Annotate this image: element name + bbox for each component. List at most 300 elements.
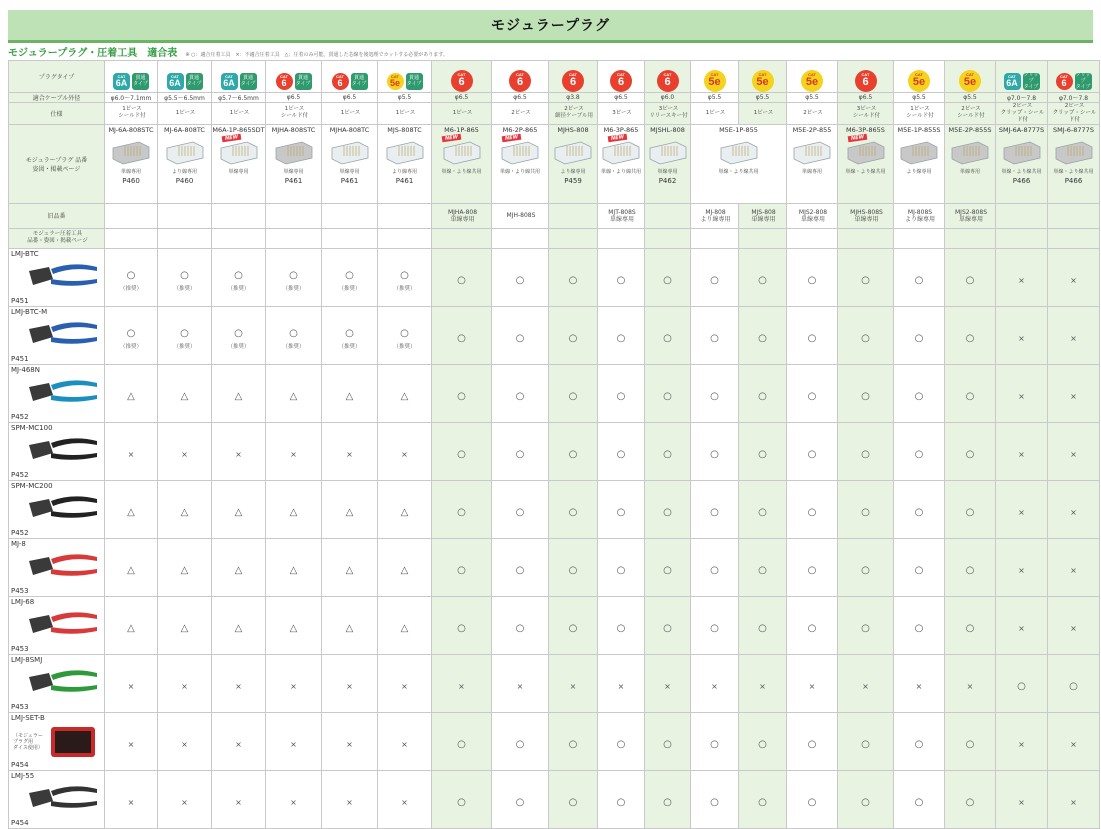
compat-cell — [598, 364, 645, 422]
cable-od-cell: φ5.5 — [739, 92, 787, 102]
category-badge — [752, 70, 774, 92]
compatible-mark: ○ — [126, 327, 136, 339]
cat-icon — [855, 70, 877, 92]
compatible-mark: ○ — [568, 390, 578, 402]
incompatible-mark: × — [235, 449, 242, 459]
product-cell — [549, 124, 598, 203]
compatible-mark: ○ — [710, 564, 719, 576]
spec-cell: 1ピース — [322, 102, 378, 124]
incompatible-mark: × — [458, 681, 465, 691]
type-icon: クリップ タイプ — [1023, 72, 1039, 91]
crimp-tool-image — [23, 373, 99, 413]
partial-mark: △ — [234, 506, 243, 518]
cable-od-cell: φ7.0〜7.8 — [1048, 92, 1100, 102]
compat-cell — [739, 248, 787, 306]
compat-cell — [691, 712, 739, 770]
compatible-mark: ○ — [807, 274, 817, 286]
compatible-mark: ○ — [710, 448, 719, 460]
compat-cell — [212, 596, 266, 654]
cable-od-cell: φ5.7〜6.5mm — [212, 92, 266, 102]
tool-box — [9, 713, 104, 770]
partial-mark: △ — [400, 622, 409, 634]
row-label-plug-type: プラグタイプ — [9, 61, 105, 93]
plug-type-cell — [378, 61, 432, 93]
compat-cell — [996, 248, 1048, 306]
partial-mark: △ — [234, 622, 243, 634]
product-box — [598, 125, 644, 203]
compatible-mark: ○ — [965, 448, 975, 460]
compatible-mark: ○ — [457, 448, 466, 460]
category-badge — [855, 70, 877, 92]
product-cell — [105, 124, 158, 203]
product-box — [105, 125, 157, 203]
compat-cell — [838, 538, 894, 596]
new-badge: NEW — [222, 133, 242, 142]
cat-label: CAT — [966, 72, 974, 77]
cable-od-cell: φ6.0 — [645, 92, 691, 102]
tool-box — [9, 365, 104, 422]
incompatible-mark: × — [346, 797, 353, 807]
compat-cell — [1048, 538, 1100, 596]
tool-name: MJ-468N — [11, 365, 40, 374]
compat-cell — [691, 422, 739, 480]
tool-cell — [9, 538, 105, 596]
table-row — [9, 480, 1100, 538]
partial-mark: △ — [127, 506, 135, 518]
compat-cell — [492, 248, 549, 306]
partial-mark: △ — [127, 564, 135, 576]
compatible-mark: ○ — [457, 796, 466, 808]
compat-cell — [158, 538, 212, 596]
compatible-mark: ○ — [663, 564, 672, 576]
compatible-mark: ○ — [861, 390, 870, 402]
plug-type-cell — [105, 61, 158, 93]
product-usage: 単線専用 — [228, 168, 249, 175]
partial-mark: △ — [180, 564, 189, 576]
compat-cell — [378, 364, 432, 422]
compatible-mark: ○ — [965, 274, 975, 286]
cat-icon — [908, 70, 930, 92]
cat-label: CAT — [516, 72, 524, 77]
old-code-cell — [322, 203, 378, 228]
cat-value: 6 — [862, 76, 869, 88]
compat-cell — [492, 480, 549, 538]
product-cell — [1048, 124, 1100, 203]
cat-icon — [657, 70, 679, 92]
modular-plug-image — [1000, 138, 1044, 166]
old-code-cell: MJ-808S より線専用 — [894, 203, 945, 228]
tool-name: MJ-8 — [11, 539, 26, 548]
empty-cell — [1048, 228, 1100, 248]
compatible-mark: ○ — [663, 738, 672, 750]
cat-value: 6 — [569, 76, 577, 88]
incompatible-mark: × — [127, 739, 135, 749]
product-page: P460 — [122, 176, 140, 185]
compat-cell — [266, 654, 322, 712]
product-cell — [691, 124, 787, 203]
empty-cell — [432, 228, 492, 248]
compatible-mark: ○ — [758, 738, 767, 750]
compatible-mark: ○ — [568, 564, 578, 576]
compatible-mark: ○ — [861, 332, 870, 344]
compatible-mark: ○ — [965, 564, 975, 576]
compatible-mark: ○ — [568, 448, 578, 460]
partial-mark: △ — [345, 390, 354, 402]
compatible-mark: ○ — [616, 796, 626, 808]
tool-name: LMJ-BTC-M — [11, 307, 48, 316]
compatible-mark: ○ — [861, 274, 870, 286]
cat-icon — [221, 73, 238, 90]
product-code: M5E-1P-855S — [897, 125, 941, 134]
cat-value: 5e — [708, 76, 721, 88]
table-row — [9, 61, 1100, 93]
incompatible-mark: × — [1070, 565, 1077, 575]
compatible-mark: ○ — [515, 448, 525, 460]
compatibility-table — [8, 60, 1100, 829]
compat-cell — [645, 248, 691, 306]
compat-cell — [739, 654, 787, 712]
cat-label: CAT — [225, 73, 233, 79]
compat-cell — [492, 306, 549, 364]
compatible-mark: ○ — [457, 332, 466, 344]
type-icon: 貫通 タイプ — [240, 73, 257, 90]
cat-value: 6 — [617, 76, 625, 88]
compat-cell — [645, 364, 691, 422]
compat-cell — [212, 306, 266, 364]
product-cell — [945, 124, 996, 203]
compat-cell — [492, 654, 549, 712]
modular-plug-image — [948, 138, 992, 166]
category-badge — [959, 70, 981, 92]
compatible-mark: ○ — [861, 506, 870, 518]
compat-cell — [598, 306, 645, 364]
compat-cell — [105, 306, 158, 364]
compat-cell — [691, 654, 739, 712]
empty-cell — [787, 228, 838, 248]
compat-cell — [691, 364, 739, 422]
incompatible-mark: × — [1018, 739, 1025, 749]
compat-cell — [739, 364, 787, 422]
compat-cell — [105, 480, 158, 538]
compat-cell — [1048, 306, 1100, 364]
product-cell — [378, 124, 432, 203]
compat-cell — [598, 712, 645, 770]
compatible-mark: ○ — [914, 796, 924, 808]
compat-cell — [212, 538, 266, 596]
compatible-mark: ○ — [914, 738, 924, 750]
compat-cell — [787, 364, 838, 422]
compatible-mark: ○ — [807, 796, 817, 808]
product-usage: 単線・より線共用 — [845, 168, 886, 175]
tool-cell — [9, 364, 105, 422]
tool-page: P452 — [11, 470, 29, 479]
product-code: MJ-6A-808STC — [108, 125, 154, 134]
crimp-tool-image — [23, 547, 99, 587]
cat-value: 5e — [963, 76, 977, 88]
compat-cell — [266, 248, 322, 306]
product-cell — [158, 124, 212, 203]
plug-type-cell — [322, 61, 378, 93]
product-usage: 単線専用 — [657, 168, 678, 175]
recommended-label: （推奨） — [338, 343, 361, 350]
recommended-label: （推奨） — [393, 343, 416, 350]
compatible-mark: ○ — [807, 506, 817, 518]
compatible-mark: ○ — [457, 274, 466, 286]
cat-label: CAT — [391, 73, 399, 79]
compat-cell — [945, 480, 996, 538]
incompatible-mark: × — [127, 449, 135, 459]
tool-page: P453 — [11, 586, 29, 595]
compat-cell — [158, 248, 212, 306]
compat-cell — [212, 248, 266, 306]
incompatible-mark: × — [127, 797, 135, 807]
compat-cell — [787, 596, 838, 654]
tool-name: LMJ-SET-B — [11, 713, 45, 722]
spec-cell: 1ピース — [158, 102, 212, 124]
product-code: MJS-808TC — [387, 125, 422, 134]
compat-cell — [739, 712, 787, 770]
plug-type-cell — [212, 61, 266, 93]
spec-cell: 1ピース シールド付 — [266, 102, 322, 124]
compatible-mark: ○ — [663, 448, 672, 460]
product-box — [996, 125, 1047, 203]
compat-cell — [787, 654, 838, 712]
compat-cell — [266, 538, 322, 596]
table-row — [9, 654, 1100, 712]
cable-od-cell: φ5.5 — [378, 92, 432, 102]
compatible-mark: ○ — [758, 506, 767, 518]
new-badge: NEW — [848, 133, 868, 142]
compat-cell — [739, 770, 787, 828]
cat-icon — [451, 70, 473, 92]
cat-icon — [113, 73, 130, 90]
incompatible-mark: × — [808, 681, 816, 691]
empty-cell — [996, 228, 1048, 248]
modular-plug-image — [272, 138, 316, 166]
compat-cell — [549, 770, 598, 828]
empty-cell — [691, 228, 739, 248]
product-code: MJHA-808TC — [329, 125, 370, 134]
compat-cell — [105, 712, 158, 770]
compat-cell — [996, 654, 1048, 712]
compatible-mark: ○ — [914, 390, 924, 402]
compat-cell — [691, 306, 739, 364]
compat-cell — [598, 596, 645, 654]
partial-mark: △ — [400, 506, 409, 518]
incompatible-mark: × — [346, 449, 353, 459]
compatible-mark: ○ — [663, 796, 672, 808]
table-row — [9, 364, 1100, 422]
table-row — [9, 248, 1100, 306]
compat-cell — [787, 712, 838, 770]
old-code-cell: MJS2-808S 単線専用 — [945, 203, 996, 228]
compat-cell — [105, 596, 158, 654]
cat-icon — [167, 73, 184, 90]
new-badge: NEW — [608, 133, 628, 142]
tool-case-image — [23, 721, 99, 761]
product-cell — [894, 124, 945, 203]
compat-cell — [549, 596, 598, 654]
cat-icon — [1004, 73, 1021, 90]
compat-cell — [105, 654, 158, 712]
product-usage: 単線専用 — [283, 168, 304, 175]
cat-label: CAT — [117, 73, 126, 79]
table-row — [9, 124, 1100, 203]
compat-cell — [996, 712, 1048, 770]
compat-cell — [787, 248, 838, 306]
compat-cell — [739, 306, 787, 364]
compat-cell — [322, 538, 378, 596]
compatible-mark: ○ — [616, 448, 626, 460]
compat-cell — [432, 654, 492, 712]
incompatible-mark: × — [711, 681, 718, 691]
compatible-mark: ○ — [289, 269, 298, 281]
cat-icon — [276, 73, 293, 90]
cable-od-cell: φ6.0〜7.1mm — [105, 92, 158, 102]
compat-cell — [598, 422, 645, 480]
cat-label: CAT — [336, 73, 344, 79]
compatible-mark: ○ — [616, 506, 626, 518]
compatible-mark: ○ — [807, 390, 817, 402]
compat-cell — [549, 248, 598, 306]
category-badge — [908, 70, 930, 92]
empty-cell — [945, 228, 996, 248]
spec-cell: 2ピース — [787, 102, 838, 124]
crimp-tool-image — [23, 779, 99, 819]
recommended-label: （推奨） — [173, 285, 196, 292]
cable-od-cell: φ3.8 — [549, 92, 598, 102]
compat-cell — [894, 770, 945, 828]
compat-cell — [996, 596, 1048, 654]
cat-label: CAT — [280, 73, 288, 79]
partial-mark: △ — [127, 390, 135, 402]
modular-plug-image — [109, 138, 153, 166]
compatible-mark: ○ — [861, 738, 870, 750]
tool-name: SPM-MC200 — [11, 481, 53, 490]
compat-cell — [378, 480, 432, 538]
old-code-cell — [996, 203, 1048, 228]
compat-cell — [158, 306, 212, 364]
compat-cell — [691, 770, 739, 828]
compatible-mark: ○ — [861, 448, 870, 460]
compat-cell — [645, 654, 691, 712]
compat-cell — [645, 480, 691, 538]
compat-cell — [838, 654, 894, 712]
compat-cell — [645, 712, 691, 770]
compat-cell — [739, 538, 787, 596]
empty-cell — [378, 228, 432, 248]
recommended-label: （推奨） — [227, 285, 250, 292]
old-code-cell: MJS-808 単線専用 — [739, 203, 787, 228]
cable-od-cell: φ6.5 — [598, 92, 645, 102]
incompatible-mark: × — [401, 449, 408, 459]
compat-cell — [266, 364, 322, 422]
compat-cell — [787, 538, 838, 596]
compat-cell — [1048, 422, 1100, 480]
plug-type-cell — [838, 61, 894, 93]
compat-cell — [378, 248, 432, 306]
empty-cell — [645, 228, 691, 248]
partial-mark: △ — [345, 506, 354, 518]
product-box — [645, 125, 690, 203]
plug-type-cell — [945, 61, 996, 93]
compatible-mark: ○ — [807, 564, 817, 576]
partial-mark: △ — [180, 622, 189, 634]
incompatible-mark: × — [1018, 333, 1025, 343]
compat-cell — [322, 306, 378, 364]
modular-plug-image — [646, 138, 690, 166]
cat-label: CAT — [710, 72, 719, 77]
compat-cell — [691, 480, 739, 538]
compat-cell — [432, 480, 492, 538]
table-row — [9, 228, 1100, 248]
cat-label: CAT — [915, 72, 923, 77]
cat-value: 5e — [756, 76, 769, 88]
compat-cell — [691, 538, 739, 596]
incompatible-mark: × — [401, 797, 408, 807]
compatible-mark: ○ — [663, 390, 672, 402]
empty-cell — [212, 228, 266, 248]
tool-box — [9, 423, 104, 480]
compatible-mark: ○ — [234, 269, 243, 281]
partial-mark: △ — [180, 506, 189, 518]
cat-value: 6A — [223, 77, 235, 88]
compat-cell — [492, 538, 549, 596]
product-cell — [787, 124, 838, 203]
old-code-cell — [1048, 203, 1100, 228]
compatible-mark: ○ — [807, 332, 817, 344]
compat-cell — [432, 364, 492, 422]
compat-cell — [787, 306, 838, 364]
compatible-mark: ○ — [710, 506, 719, 518]
compatible-mark: ○ — [758, 274, 767, 286]
cat-icon — [801, 70, 823, 92]
cat-value: 5e — [805, 76, 819, 88]
compat-cell — [158, 654, 212, 712]
old-code-cell: MJS2-808 単線専用 — [787, 203, 838, 228]
partial-mark: △ — [289, 622, 298, 634]
product-cell — [432, 124, 492, 203]
old-code-cell: MJHA-808 単線専用 — [432, 203, 492, 228]
incompatible-mark: × — [235, 681, 242, 691]
incompatible-mark: × — [1018, 449, 1025, 459]
compat-cell — [996, 364, 1048, 422]
compat-cell — [838, 306, 894, 364]
compatible-mark: ○ — [568, 332, 578, 344]
category-badge — [509, 70, 531, 92]
spec-cell: 2ピース クリップ・シールド付 — [1048, 102, 1100, 124]
modular-plug-image — [1052, 138, 1096, 166]
partial-mark: △ — [345, 622, 354, 634]
compat-cell — [838, 712, 894, 770]
compat-cell — [378, 654, 432, 712]
incompatible-mark: × — [617, 681, 625, 691]
product-box — [378, 125, 431, 203]
compat-cell — [787, 770, 838, 828]
incompatible-mark: × — [664, 681, 671, 691]
plug-type-cell — [598, 61, 645, 93]
compat-cell — [838, 364, 894, 422]
compat-cell — [492, 422, 549, 480]
compat-cell — [1048, 712, 1100, 770]
compatible-mark: ○ — [515, 622, 525, 634]
new-badge: NEW — [502, 133, 522, 142]
compat-cell — [598, 248, 645, 306]
cable-od-cell: φ5.5〜6.5mm — [158, 92, 212, 102]
old-code-cell: MJT-808S 単線専用 — [598, 203, 645, 228]
compat-cell — [432, 306, 492, 364]
cat-value: 6 — [281, 77, 287, 88]
